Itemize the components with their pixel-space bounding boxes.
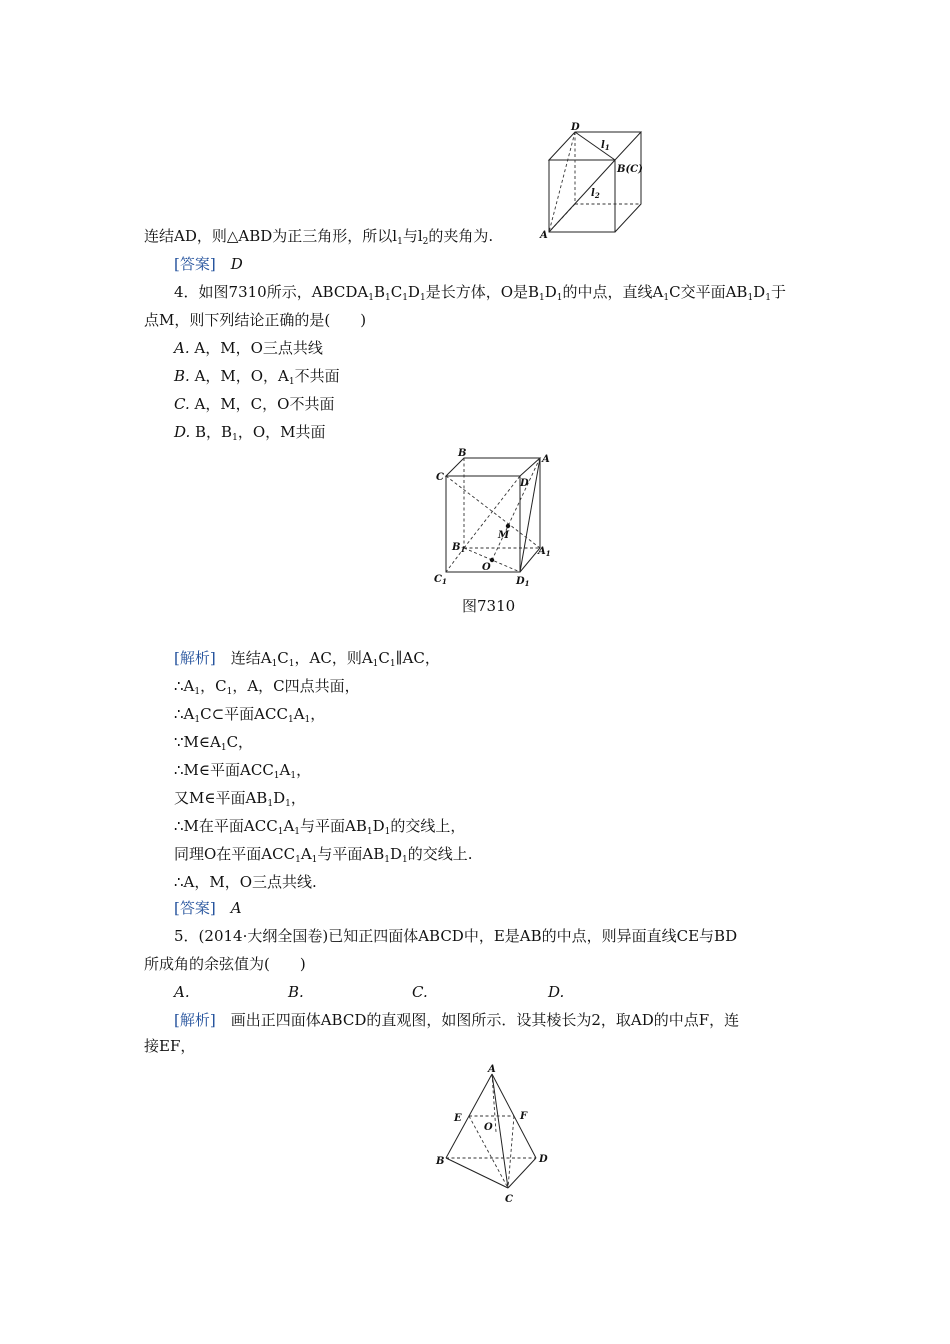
label-A1: $A_1$ xyxy=(538,546,551,558)
sol4-line8: 同理O在平面$ACC_1A_1$与平面$AB_1D_1$的交线上. xyxy=(174,845,473,865)
tetrahedron-figure xyxy=(432,1064,562,1209)
cube-figure xyxy=(535,122,645,242)
q4-stem-line1: 4．如图7310所示，$ABCDA_1B_1C_1D_1$是长方体，O是$B_1D_1$的中点，直线$A_1C$交平面$AB_1D_1$于 xyxy=(174,283,786,303)
q5-stem-line2: 所成角的余弦值为( ) xyxy=(144,955,306,973)
sol4-line9: ∴A，M，O三点共线. xyxy=(174,873,317,891)
label-A: A xyxy=(488,1064,496,1075)
figure-caption: 图7310 xyxy=(462,597,516,615)
q5-option-a: A. xyxy=(174,983,190,1001)
q4-option-c: C. A，M，C，O不共面 xyxy=(174,395,335,413)
label-F: F xyxy=(520,1111,528,1122)
sol4-line2: $\therefore A_1$，$C_1$，A，C四点共面， xyxy=(174,677,360,697)
label-B1: $B_1$ xyxy=(452,542,466,554)
sol4-line3: $\therefore A_1C\subset$平面$ACC_1A_1$， xyxy=(174,705,326,725)
label-A: A xyxy=(542,454,550,465)
label-O: O xyxy=(482,562,491,573)
label-D: D xyxy=(539,1154,548,1165)
label-D: D xyxy=(571,122,580,133)
sol4-line1: [解析] 连结$A_1C_1$，AC，则$A_1C_1\parallel AC$， xyxy=(174,649,440,669)
q5-stem-line1: 5．(2014·大纲全国卷)已知正四面体ABCD中，E是AB的中点，则异面直线CE与BD xyxy=(174,927,738,945)
answer-4: [答案] A xyxy=(174,899,242,917)
q4-option-b: B. A，M，O，$A_1$不共面 xyxy=(174,367,340,387)
q5-option-b: B. xyxy=(288,983,304,1001)
sol5-line2: 接EF， xyxy=(144,1037,196,1055)
label-O: O xyxy=(484,1122,493,1133)
sol4-line5: ∴M∈平面$ACC_1A_1$， xyxy=(174,761,312,781)
label-C1: $C_1$ xyxy=(434,574,447,586)
label-B: B xyxy=(436,1156,445,1167)
label-B: B xyxy=(458,448,467,459)
label-l1: $l_1$ xyxy=(601,140,610,152)
cuboid-figure xyxy=(430,448,560,588)
sol4-line7: ∴M在平面$ACC_1A_1$与平面$AB_1D_1$的交线上， xyxy=(174,817,466,837)
label-E: E xyxy=(454,1113,462,1124)
sol4-line6: 又M∈平面$AB_1D_1$， xyxy=(174,789,306,809)
label-M: M xyxy=(498,530,510,541)
q5-option-d: D. xyxy=(548,983,565,1001)
label-C: C xyxy=(505,1194,513,1205)
q4-stem-line2: 点M，则下列结论正确的是( ) xyxy=(144,311,367,329)
label-D1: $D_1$ xyxy=(516,576,530,588)
label-l2: $l_2$ xyxy=(591,188,600,200)
sol4-line4: $\because M\in A_1C$， xyxy=(174,733,254,753)
label-D: D xyxy=(520,478,529,489)
answer-3: [答案] D xyxy=(174,255,243,273)
sol5-line1: [解析] 画出正四面体ABCD的直观图，如图所示．设其棱长为2，取AD的中点F，连 xyxy=(174,1011,740,1029)
q4-option-a: A. A，M，O三点共线 xyxy=(174,339,323,357)
q5-option-c: C. xyxy=(412,983,428,1001)
label-C: C xyxy=(436,472,444,483)
conclusion-text: 连结AD，则△ABD为正三角形，所以$l_1$与$l_2$的夹角为. xyxy=(144,227,494,247)
label-BC: B(C) xyxy=(617,164,643,175)
q4-option-d: D. B，$B_1$，O，M共面 xyxy=(174,423,326,443)
label-A: A xyxy=(540,230,548,241)
